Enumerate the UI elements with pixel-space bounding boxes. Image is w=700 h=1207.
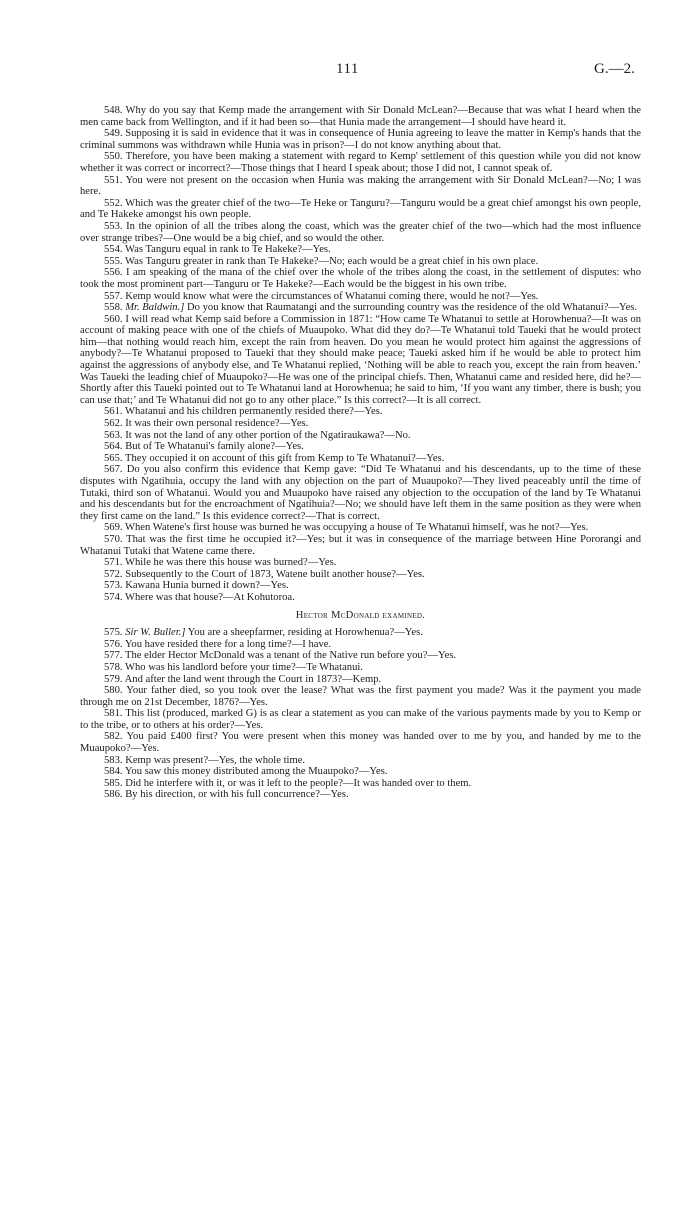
question-number: 569. (104, 522, 123, 534)
paragraph (80, 430, 641, 442)
paragraph-text: But of Te Whatanui's family alone?—Yes. (125, 441, 304, 453)
paragraph (80, 198, 641, 221)
paragraph (80, 105, 641, 128)
question-number: 554. (104, 244, 123, 256)
paragraph-text: You were not present on the occasion when Hunia was making the arrangement with Sir Donald McLean?—No; I was here. (80, 174, 642, 198)
paragraph (80, 755, 641, 767)
question-number: 579. (104, 673, 123, 685)
paragraph (80, 151, 641, 174)
question-number: 582. (104, 731, 123, 743)
question-number: 586. (104, 789, 123, 801)
paragraph (80, 522, 641, 534)
question-number: 573. (104, 580, 123, 592)
paragraph (80, 766, 641, 778)
question-number: 562. (104, 418, 123, 430)
paragraph-text: Do you also confirm this evidence that Kemp gave: “Did Te Whatanui and his descendants, up to the time of these disputes with Ngatihuia, occupy the land with any objection on the part of Muaupoko?—They lived peaceably until the time of Tutaki, third son of Whatanui. Would you and Muaupoko have raised any objection to the occupation of the land by Te Whatanui and his descendants but for the encroachment of Ngatihuia?—No; we should have left them in the same position as they were when they first came on the land.” Is this evidence correct?—That is correct. (80, 464, 641, 522)
question-number: 578. (104, 661, 123, 673)
question-number: 549. (104, 128, 123, 140)
paragraph (80, 453, 641, 465)
paragraph (80, 418, 641, 430)
paragraph (80, 314, 641, 407)
paragraph (80, 302, 641, 314)
paragraph-text: Do you know that Raumatangi and the surrounding country was the residence of the old Whatanui?—Yes. (187, 302, 638, 314)
paragraph (80, 128, 641, 151)
paragraph (80, 569, 641, 581)
question-number: 572. (104, 568, 123, 580)
question-number: 563. (104, 429, 123, 441)
paragraph (80, 175, 641, 198)
paragraph (80, 221, 641, 244)
question-number: 550. (104, 151, 123, 163)
paragraph-text: This list (produced, marked G) is as clear a statement as you can make of the various payments made by you to Kemp or to the tribe, or to others at his order?—Yes. (80, 708, 641, 731)
paragraph-group (80, 639, 641, 801)
question-number: 565. (104, 452, 123, 464)
paragraph-text: I am speaking of the mana of the chief over the whole of the tribes along the coast, in the settlement of disputes: who took the most prominent part—Tanguru or Te Hakeke?—Each would be the biggest in his own tribe. (80, 267, 642, 290)
question-number: 574. (104, 591, 123, 603)
paragraph-text: It was their own personal residence?—Yes. (125, 418, 309, 430)
paragraph-text: You saw this money distributed among the Muaupoko?—Yes. (124, 766, 388, 778)
paragraph (80, 244, 641, 256)
question-number: 557. (104, 290, 123, 302)
question-number: 581. (104, 708, 123, 720)
paragraph (80, 731, 641, 754)
paragraph-text: Whatanui and his children permanently resided there?—Yes. (125, 406, 383, 418)
paragraph-text: Kemp would know what were the circumstances of Whatanui coming there, would he not?—Yes. (125, 290, 539, 302)
paragraph (80, 639, 641, 651)
paragraph-text: Supposing it is said in evidence that it was in consequence of Hunia agreeing to leave the matter in Kemp's hands that the criminal summons was withdrawn while Hunia was in prison?—I do not know anything about that. (80, 128, 641, 151)
paragraph (80, 557, 641, 569)
document-reference: G.—2. (594, 61, 635, 77)
question-number: 552. (104, 197, 123, 209)
paragraph-text: Kawana Hunia burned it down?—Yes. (125, 580, 289, 592)
paragraph (80, 778, 641, 790)
paragraph (80, 267, 641, 290)
question-number: 553. (104, 220, 123, 232)
paragraph-text: Was Tanguru greater in rank than Te Hakeke?—No; each would be a great chief in his own place. (125, 255, 539, 267)
section-heading: Hector McDonald examined. (295, 609, 426, 621)
question-number: 571. (104, 557, 123, 569)
question-number: 567. (104, 464, 123, 476)
paragraph (80, 534, 641, 557)
paragraph-text: When Watene's first house was burned he was occupying a house of Te Whatanui himself, was he not?—Yes. (125, 522, 589, 534)
question-number: 584. (104, 766, 123, 778)
paragraph-text: The elder Hector McDonald was a tenant of the Native run before you?—Yes. (125, 650, 457, 662)
paragraph-text: I will read what Kemp said before a Commission in 1871: “How came Te Whatanui to settle at Horowhenua?—It was on account of making peace with one of the chiefs of Muaupoko. What did they do?—Te Whatanui told Taueki that he would protect him—that nothing would reach him, except the rain from heaven. Do you mean he would protect him against the aggressions of anybody?—Te Whatanui proposed to Taueki that they should make peace; Taueki asked him if he would be able to protect him against the aggressions of anybody else, and Te Whatanui replied, ‘Nothing will be able to reach you, except the rain from heaven.’ Was Taueki the leading chief of Muaupoko?—He was one of the principal chiefs. Then, Whatanui came and resided here, did he?—Shortly after this Taueki pointed out to Te Whatanui land at Horowhenua; he said to him, ‘If you want any timber, there is bush; you can use that;’ and Te Whatanui did not go to any other place.” Is this correct?—It is all correct. (80, 313, 641, 406)
page-number: 111 (336, 61, 359, 77)
question-number: 570. (104, 533, 123, 545)
paragraph-text: They occupied it on account of this gift from Kemp to Te Whatanui?—Yes. (125, 452, 445, 464)
paragraph-text: While he was there this house was burned?—Yes. (125, 557, 337, 569)
speaker-label: Sir W. Buller.] (125, 627, 186, 639)
paragraph-text: Who was his landlord before your time?—Te Whatanui. (125, 661, 363, 673)
question-number: 583. (104, 754, 123, 766)
question-number: 575. (104, 627, 123, 639)
paragraph-text: Which was the greater chief of the two—Te Heke or Tanguru?—Tanguru would be a great chief amongst his own people, and Te Hakeke amongst his own people. (80, 197, 641, 221)
question-number: 576. (104, 638, 123, 650)
paragraph (80, 291, 641, 303)
page-header (0, 61, 700, 86)
document-body (80, 105, 641, 801)
paragraph (80, 256, 641, 268)
paragraph (80, 441, 641, 453)
paragraph (80, 406, 641, 418)
paragraph-group (80, 314, 641, 604)
question-number: 548. (104, 105, 123, 116)
paragraph (80, 592, 641, 604)
paragraph (80, 674, 641, 686)
paragraph-text: Where was that house?—At Kohutoroa. (125, 591, 295, 603)
question-number: 560. (104, 313, 123, 325)
paragraph (80, 662, 641, 674)
question-number: 580. (104, 685, 123, 697)
paragraph-text: You paid £400 first? You were present when this money was handed over to me by you, and handed by me to the Muaupoko?—Yes. (80, 731, 641, 755)
paragraph-text: Why do you say that Kemp made the arrangement with Sir Donald McLean?—Because that was what I heard when the men came back from Wellington, and if it had been so—that Hunia made the arrangement—I should have heard it. (80, 105, 641, 128)
question-number: 585. (104, 777, 123, 789)
speaker-label: Mr. Baldwin.] (125, 302, 185, 314)
question-number: 577. (104, 650, 123, 662)
paragraph-text: It was not the land of any other portion of the Ngatiraukawa?—No. (125, 429, 411, 441)
paragraph-text: Subsequently to the Court of 1873, Watene built another house?—Yes. (125, 568, 425, 580)
paragraph (80, 464, 641, 522)
paragraph (80, 685, 641, 708)
question-number: 564. (104, 441, 123, 453)
paragraph (80, 580, 641, 592)
paragraph (80, 627, 641, 639)
question-number: 558. (104, 302, 123, 314)
paragraph-text: In the opinion of all the tribes along the coast, which was the greater chief of the two—which had the most influence over strange tribes?—One would be a big chief, and so would the other. (80, 220, 641, 244)
paragraph (80, 708, 641, 731)
paragraph (80, 789, 641, 801)
question-number: 561. (104, 406, 123, 418)
paragraph-text: That was the first time he occupied it?—Yes; but it was in consequence of the marriage between Hine Pororangi and Whatanui Tutaki that Watene came there. (80, 533, 641, 557)
question-number: 556. (104, 267, 123, 279)
question-number: 555. (104, 255, 123, 267)
paragraph-text: Your father died, so you took over the lease? What was the first payment you made? Was it the payment you made through me on 21st December, 1876?—Yes. (80, 685, 641, 708)
paragraph-text: Therefore, you have been making a statement with regard to Kemp' settlement of this question while you did not know whether it was correct or incorrect?—Those things that I heard I speak about; those I did not, I cannot speak of. (80, 151, 642, 174)
paragraph-text: You are a sheepfarmer, residing at Horowhenua?—Yes. (187, 627, 423, 639)
question-number: 551. (104, 174, 123, 186)
paragraph-text: Kemp was present?—Yes, the whole time. (125, 754, 306, 766)
paragraph (80, 650, 641, 662)
paragraph-text: By his direction, or with his full concurrence?—Yes. (125, 789, 349, 801)
paragraph-text: And after the land went through the Court in 1873?—Kemp. (124, 673, 382, 685)
paragraph-text: Was Tanguru equal in rank to Te Hakeke?—Yes. (125, 244, 331, 256)
paragraph-group (80, 105, 641, 302)
paragraph-text: You have resided there for a long time?—I have. (124, 638, 332, 650)
paragraph-text: Did he interfere with it, or was it left to the people?—It was handed over to them. (125, 777, 472, 789)
